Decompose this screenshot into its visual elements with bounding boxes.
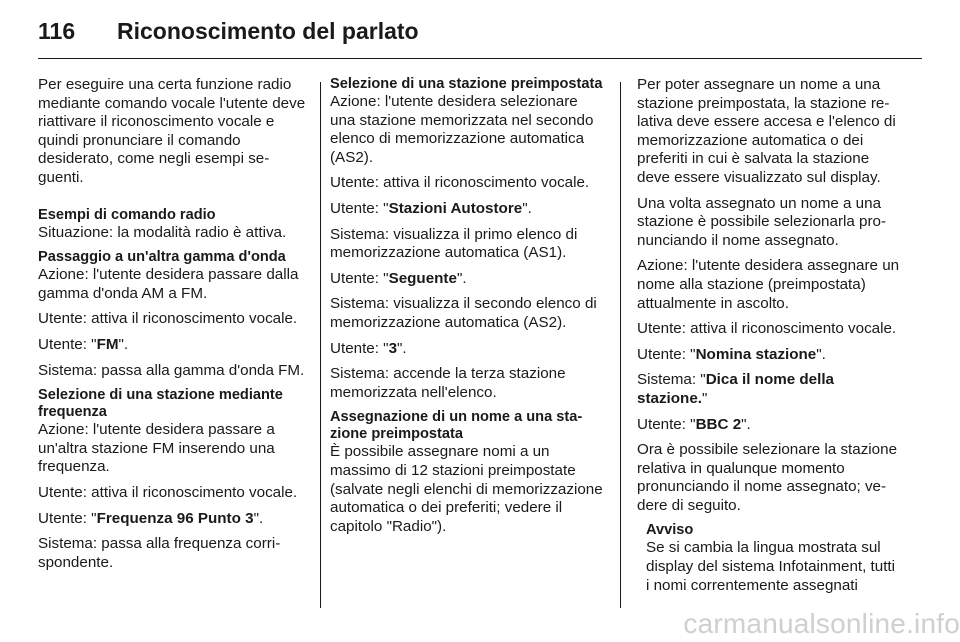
- naming-paragraph-3: Ora è possibile selezionare la stazione relativa in qualunque momento pronunciando il nome assegnato; vedere di seguito.: [637, 441, 898, 514]
- preset-user-command-2: Utente: "Seguente".: [330, 269, 467, 287]
- situation-text: Situazione: la modalità radio è attiva.: [38, 223, 287, 241]
- note-heading: Avviso: [646, 522, 694, 539]
- voice-command: BBC 2: [695, 415, 742, 433]
- band-action: Azione: l'utente desidera passare dalla gamma d'onda AM a FM.: [38, 266, 299, 302]
- page-title: Riconoscimento del parlato: [117, 18, 419, 44]
- band-system-response: Sistema: passa alla gamma d'onda FM.: [38, 361, 305, 379]
- naming-system-response: Sistema: "Dica il nome della stazione.": [637, 371, 834, 407]
- voice-command: Stazioni Autostore: [388, 199, 523, 217]
- voice-command: 3: [388, 339, 398, 357]
- column-2: [330, 76, 604, 543]
- voice-command: Nomina stazione: [695, 345, 817, 363]
- naming-paragraph-1: Per poter assegnare un nome a una stazione preimpostata, la stazione relativa deve essere accesa e l'elenco di memorizzazione automatica o dei preferiti in cui è salvata la stazione deve essere visualizzato sul display.: [637, 76, 896, 186]
- voice-command: FM: [96, 335, 119, 353]
- naming-user-command-1: Utente: "Nomina stazione".: [637, 345, 826, 363]
- page-number: 116: [38, 18, 76, 44]
- frequency-system-response: Sistema: passa alla frequenza corrispondente.: [38, 535, 281, 571]
- preset-heading: Selezione di una stazione preimpostata: [330, 76, 603, 92]
- column-3: [637, 76, 902, 602]
- column-divider-2: [620, 82, 621, 608]
- naming-heading: Assegnazione di un nome a una stazione preimpostata: [330, 409, 583, 443]
- voice-command: Frequenza 96 Punto 3: [96, 509, 254, 527]
- voice-command: Seguente: [388, 269, 457, 287]
- note-box: [646, 522, 902, 595]
- naming-text: È possibile assegnare nomi a un massimo di 12 stazioni preimpostate (salvate negli elenchi di memorizzazione automatica o dei preferiti; vedere il capitolo "Radio").: [330, 443, 603, 535]
- naming-action: Azione: l'utente desidera assegnare un nome alla stazione (preimpostata) attualmente in ascolto.: [637, 257, 900, 312]
- preset-system-response-1: Sistema: visualizza il primo elenco di memorizzazione automatica (AS1).: [330, 225, 578, 262]
- examples-heading: Esempi di comando radio: [38, 206, 216, 223]
- frequency-action: Azione: l'utente desidera passare a un'altra stazione FM inserendo una frequenza.: [38, 421, 275, 476]
- band-user-command: Utente: "FM".: [38, 335, 129, 353]
- header-rule: [38, 58, 922, 59]
- naming-user-activate: Utente: attiva il riconoscimento vocale.: [637, 320, 897, 338]
- preset-user-command-1: Utente: "Stazioni Autostore".: [330, 199, 532, 217]
- preset-user-command-3: Utente: "3".: [330, 339, 407, 357]
- column-divider-1: [320, 82, 321, 608]
- preset-user-activate: Utente: attiva il riconoscimento vocale.: [330, 174, 590, 192]
- voice-prompt: Dica il nome della stazione.: [637, 371, 834, 407]
- note-text: Se si cambia la lingua mostrata sul display del sistema Infotainment, tutti i nomi correntemente assegnati: [646, 539, 896, 594]
- naming-paragraph-2: Una volta assegnato un nome a una stazione è possibile selezionarla pronunciando il nome assegnato.: [637, 194, 887, 249]
- frequency-user-activate: Utente: attiva il riconoscimento vocale.: [38, 483, 298, 501]
- frequency-user-command: Utente: "Frequenza 96 Punto 3".: [38, 509, 264, 527]
- watermark: carmanualsonline.info: [683, 608, 960, 639]
- band-switch-heading: Passaggio a un'altra gamma d'onda: [38, 249, 286, 266]
- preset-system-response-2: Sistema: visualizza il secondo elenco di memorizzazione automatica (AS2).: [330, 295, 597, 331]
- preset-system-response-3: Sistema: accende la terza stazione memorizzata nell'elenco.: [330, 365, 566, 401]
- band-user-activate: Utente: attiva il riconoscimento vocale.: [38, 310, 298, 328]
- page-header: [38, 14, 922, 54]
- preset-action: Azione: l'utente desidera selezionare una stazione memorizzata nel secondo elenco di memorizzazione automatica (AS2).: [330, 93, 594, 166]
- naming-user-command-2: Utente: "BBC 2".: [637, 415, 751, 433]
- frequency-heading: Selezione di una stazione mediante frequenza: [38, 387, 283, 421]
- intro-paragraph: Per eseguire una certa funzione radio mediante comando vocale l'utente deve riattivare il riconoscimento vocale e quindi pronunciare il comando desiderato, come negli esempi seguenti.: [38, 76, 306, 186]
- column-1: [38, 76, 306, 579]
